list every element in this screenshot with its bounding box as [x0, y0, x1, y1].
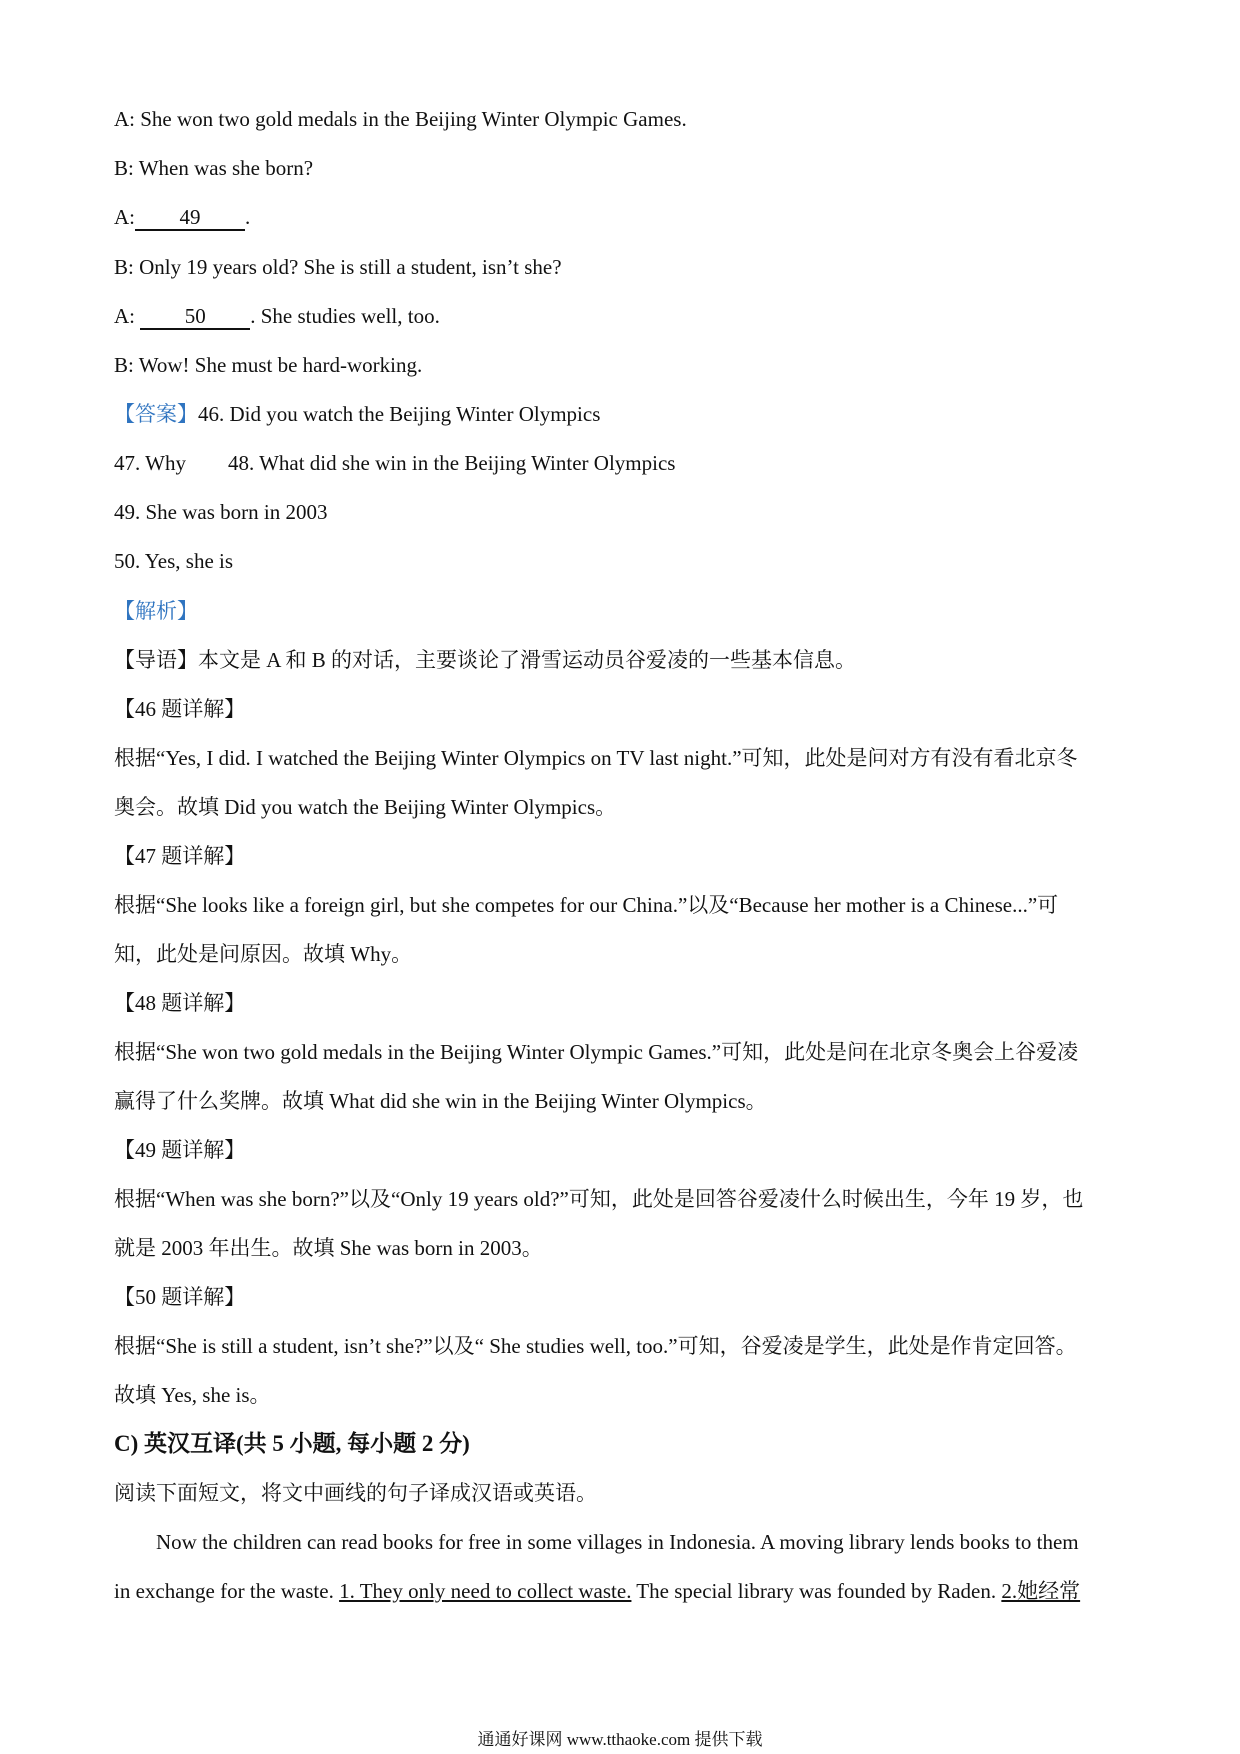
underlined-sentence-2: 2.她经常 — [1001, 1579, 1081, 1603]
passage-line-2-b: The special library was founded by Raden. — [631, 1579, 1002, 1603]
section-c-heading: C) 英汉互译(共 5 小题, 每小题 2 分) — [114, 1431, 470, 1456]
dialog-line-3-suffix: . — [245, 205, 251, 229]
passage-line-2-a: in exchange for the waste. — [114, 1579, 340, 1603]
q49-line-2: 就是 2003 年出生。故填 She was born in 2003。 — [114, 1236, 543, 1260]
answer-line-46 — [114, 399, 600, 429]
q50-line-2: 故填 Yes, she is。 — [114, 1383, 271, 1407]
answer-48: 48. What did she win in the Beijing Winter Olympics — [227, 451, 676, 475]
answer-tag: 【答案】 — [114, 402, 198, 426]
q47-title: 【47 题详解】 — [114, 844, 246, 868]
passage-line-2 — [114, 1576, 1080, 1606]
q49-line-1: 根据“When was she born?”以及“Only 19 years old?”可知，此处是回答谷爱凌什么时候出生，今年 19 岁，也 — [114, 1187, 1084, 1211]
dialog-line-6: B: Wow! She must be hard-working. — [114, 353, 423, 377]
dialog-line-3-prefix: A: — [114, 205, 135, 229]
analysis-tag: 【解析】 — [114, 599, 198, 623]
q50-title: 【50 题详解】 — [114, 1285, 246, 1309]
passage-line-1: Now the children can read books for free in some villages in Indonesia. A moving library lends books to them — [156, 1530, 1079, 1554]
answer-49: 49. She was born in 2003 — [114, 500, 328, 524]
answer-47: 47. Why — [114, 451, 186, 475]
dialog-line-5-suffix: . She studies well, too. — [250, 304, 440, 328]
dialog-line-2: B: When was she born? — [114, 156, 314, 180]
answer-line-47-48 — [114, 448, 675, 478]
q48-title: 【48 题详解】 — [114, 991, 246, 1015]
q46-line-2: 奥会。故填 Did you watch the Beijing Winter Olympics。 — [114, 795, 617, 819]
section-c-instruction: 阅读下面短文，将文中画线的句子译成汉语或英语。 — [114, 1481, 597, 1505]
q48-line-2: 赢得了什么奖牌。故填 What did she win in the Beijing Winter Olympics。 — [114, 1089, 767, 1113]
q47-line-1: 根据“She looks like a foreign girl, but she competes for our China.”以及“Because her mother is a Chinese...”可 — [114, 893, 1059, 917]
dialog-line-5-prefix: A: — [114, 304, 141, 328]
q47-line-2: 知，此处是问原因。故填 Why。 — [114, 942, 413, 966]
blank-49: 49 — [135, 205, 245, 231]
q50-line-1: 根据“She is still a student, isn’t she?”以及“ She studies well, too.”可知，谷爱凌是学生，此处是作肯定回答。 — [114, 1334, 1077, 1358]
answer-50: 50. Yes, she is — [114, 549, 234, 573]
q46-line-1: 根据“Yes, I did. I watched the Beijing Winter Olympics on TV last night.”可知，此处是问对方有没有看北京冬 — [114, 746, 1078, 770]
underlined-sentence-1: 1. They only need to collect waste. — [339, 1579, 632, 1603]
blank-50: 50 — [140, 304, 250, 330]
dialog-line-5 — [114, 301, 440, 331]
dialog-line-3 — [114, 202, 250, 232]
page-footer: 通通好课网 www.tthaoke.com 提供下载 — [477, 1730, 763, 1749]
analysis-intro: 【导语】本文是 A 和 B 的对话，主要谈论了滑雪运动员谷爱凌的一些基本信息。 — [114, 648, 857, 672]
q49-title: 【49 题详解】 — [114, 1138, 246, 1162]
q46-title: 【46 题详解】 — [114, 697, 246, 721]
answer-46: 46. Did you watch the Beijing Winter Olympics — [198, 402, 601, 426]
q48-line-1: 根据“She won two gold medals in the Beijing Winter Olympic Games.”可知，此处是问在北京冬奥会上谷爱凌 — [114, 1040, 1079, 1064]
dialog-line-1: A: She won two gold medals in the Beijing Winter Olympic Games. — [114, 107, 687, 131]
dialog-line-4: B: Only 19 years old? She is still a student, isn’t she? — [114, 255, 562, 279]
